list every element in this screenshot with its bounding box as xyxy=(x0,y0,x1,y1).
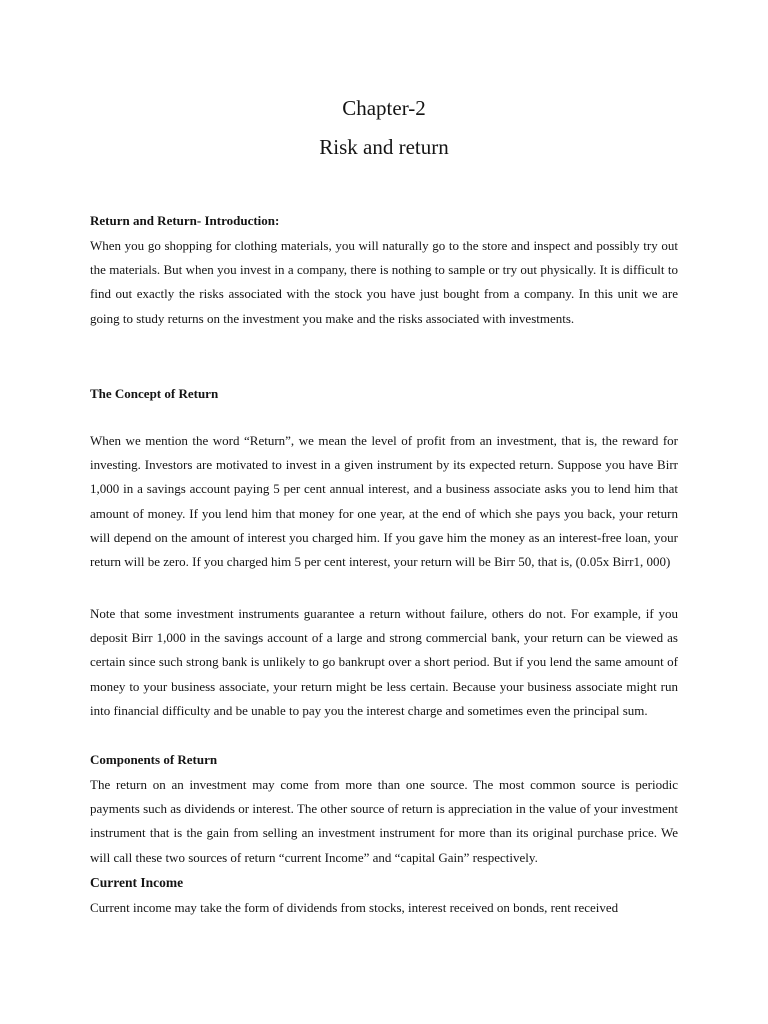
chapter-title: Risk and return xyxy=(319,135,449,159)
section-heading-current-income: Current Income xyxy=(90,875,184,890)
paragraph-current-income: Current income may take the form of dividends from stocks, interest received on bonds, rent received xyxy=(90,900,619,915)
paragraph-certainty-of-return: Note that some investment instruments guarantee a return without failure, others do not. For example, if you deposit Birr 1,000 in the savings account of a large and strong commercial bank, your return can be viewed as certain since such strong bank is unlikely to go bankrupt over a short period. But if you lend the same amount of money to your business associate, your return might be less certain. Because your business associate might run into financial difficulty and be unable to pay you the interest charge and sometimes even the principal sum. xyxy=(90,606,678,718)
chapter-label: Chapter-2 xyxy=(342,96,426,120)
paragraph-components-of-return: The return on an investment may come from more than one source. The most common source is periodic payments such as dividends or interest. The other source of return is appreciation in the value of your investment instrument that is the gain from selling an investment instrument for more than its original purchase price. We will call these two sources of return “current Income” and “capital Gain” respectively. xyxy=(90,777,678,865)
section-heading-introduction: Return and Return- Introduction: xyxy=(90,213,280,228)
section-heading-components-of-return: Components of Return xyxy=(90,752,218,767)
paragraph-concept-of-return: When we mention the word “Return”, we mean the level of profit from an investment, that is, the reward for investing. Investors are motivated to invest in a given instrument by its expected return. Suppose you have Birr 1,000 in a savings account paying 5 per cent annual interest, and a business associate asks you to lend him that amount of money. If you lend him that money for one year, at the end of which she pays you back, your return will depend on the amount of interest you charged him. If you gave him the money as an interest-free loan, your return will be zero. If you charged him 5 per cent interest, your return will be Birr 50, that is, (0.05x Birr1, 000) xyxy=(90,433,678,570)
section-heading-concept-of-return: The Concept of Return xyxy=(90,386,219,401)
paragraph-introduction: When you go shopping for clothing materials, you will naturally go to the store and inspect and possibly try out the materials. But when you invest in a company, there is nothing to sample or try out physically. It is difficult to find out exactly the risks associated with the stock you have just bought from a company. In this unit we are going to study returns on the investment you make and the risks associated with investments. xyxy=(90,238,678,326)
